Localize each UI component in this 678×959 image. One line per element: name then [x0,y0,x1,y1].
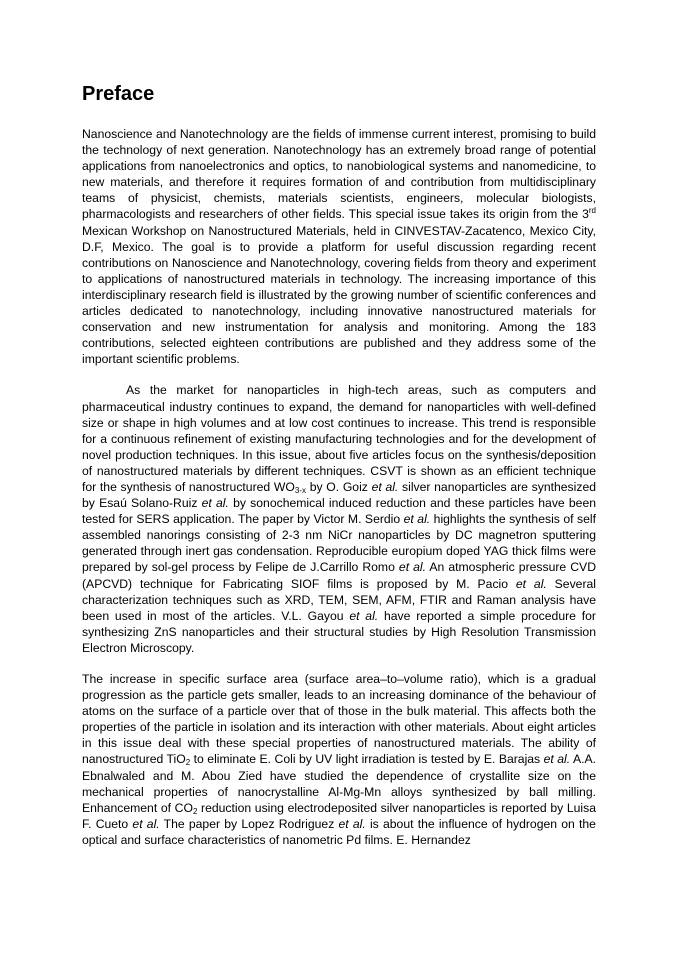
italic-run: et al. [338,816,366,831]
italic-run: et al. [201,496,229,511]
text-run: highlights the synthesis of self assembled nanorings consisting of 2-3 nm NiCr nanoparticles by DC magnetron sputtering generated through inert gas condensation. Reproducible europium doped YAG thick films were prepared by sol-gel process by Felipe de J.Carrillo Romo [82,512,596,575]
text-run: A.A. Ebnalwaled and M. Abou Zied have studied the dependence of crystallite size on the mechanical properties of nanocrystalline Al-Mg-Mn alloys synthesized by ball milling. Enhancement of CO [82,752,596,815]
paragraph-intro [82,126,596,367]
text-run: reduction using electrodeposited silver nanoparticles is reported by Luisa F. Cueto [82,800,596,831]
text-run: silver nanoparticles are synthesized by Esaú Solano-Ruiz [82,479,597,511]
text-run: by sonochemical induced reduction and these particles have been tested for SERS application. The paper by Victor M. Serdio [82,496,597,527]
subscript: 2 [185,758,191,768]
subscript: 2 [192,806,198,816]
italic-run: et al. [398,560,427,575]
italic-run: et al. [403,512,431,527]
italic-run: et al. [349,608,379,623]
text-run: Several characterization techniques such as XRD, TEM, SEM, AFM, FTIR and Raman analysis have been used in most of the articles. V.L. Gayou [82,576,596,623]
text-run: to eliminate E. Coli by UV light irradiation is tested by E. Barajas [190,752,544,767]
text-run: The increase in specific surface area (surface area–to–volume ratio), which is a gradual progression as the particle gets smaller, leads to an increasing dominance of the behaviour of atoms on the surface of a particle over that of those in the bulk material. This affects both the properties of the particle in isolation and its interaction with other materials. About eight articles in this issue deal with these special properties of nanostructured materials. The ability of nanostructured TiO [82,672,596,767]
page-title: Preface [82,83,155,105]
paragraph-synthesis [82,382,596,656]
italic-run: et al. [371,479,399,494]
text-run: The paper by Lopez Rodriguez [159,816,339,831]
text-run: have reported a simple procedure for synthesizing ZnS nanoparticles and their structural studies by High Resolution Transmission Electron Microscopy. [82,608,596,655]
italic-run: et al. [543,752,571,767]
text-run: Mexican Workshop on Nanostructured Materials, held in CINVESTAV-Zacatenco, Mexico City, D.F, Mexico. The goal is to provide a platform for useful discussion regarding recent contributions on Nanoscience and Nanotechnology, covering fields from theory and experiment to applications of nanostructured materials in technology. The increasing importance of this interdisciplinary research field is illustrated by the growing number of scientific conferences and articles dedicated to nanotechnology, including innovative nanostructured materials for conservation and new instrumentation for analysis and monitoring. Among the 183 contributions, selected eighteen contributions are published and they address some of the important scientific problems. [82,223,596,367]
text-run: Nanoscience and Nanotechnology are the fields of immense current interest, promising to build the technology of next generation. Nanotechnology has an extremely broad range of potential applications from nanoelectronics and optics, to nanobiological systems and nanomedicine, to new materials, and therefore it requires formation of and contribution from multidisciplinary teams of physicist, chemists, materials scientists, engineers, molecular biologists, pharmacologists and researchers of other fields. This special issue takes its origin from the 3 [82,127,596,222]
superscript: rd [588,206,596,216]
italic-run: et al. [132,816,160,831]
italic-run: et al. [515,576,547,591]
text-run: is about the influence of hydrogen on the optical and surface characteristics of nanometric Pd films. E. Hernandez [82,816,596,847]
document-page [82,82,596,848]
text-run: As the market for nanoparticles in high-tech areas, such as computers and pharmaceutical industry continues to expand, the demand for nanoparticles with well-defined size or shape in high volumes and at low cost continues to increase. This trend is responsible for a continuous refinement of existing manufacturing technologies and for the development of novel production techniques. In this issue, about five articles focus on the synthesis/deposition of nanostructured materials by different techniques. CSVT is shown as an efficient technique for the synthesis of nanostructured WO [82,383,596,494]
paragraph-properties [82,671,596,848]
text-run: An atmospheric pressure CVD (APCVD) technique for Fabricating SIOF films is proposed by M. Pacio [82,560,596,591]
text-run: by O. Goiz [306,479,372,494]
subscript: 3-x [294,485,307,495]
